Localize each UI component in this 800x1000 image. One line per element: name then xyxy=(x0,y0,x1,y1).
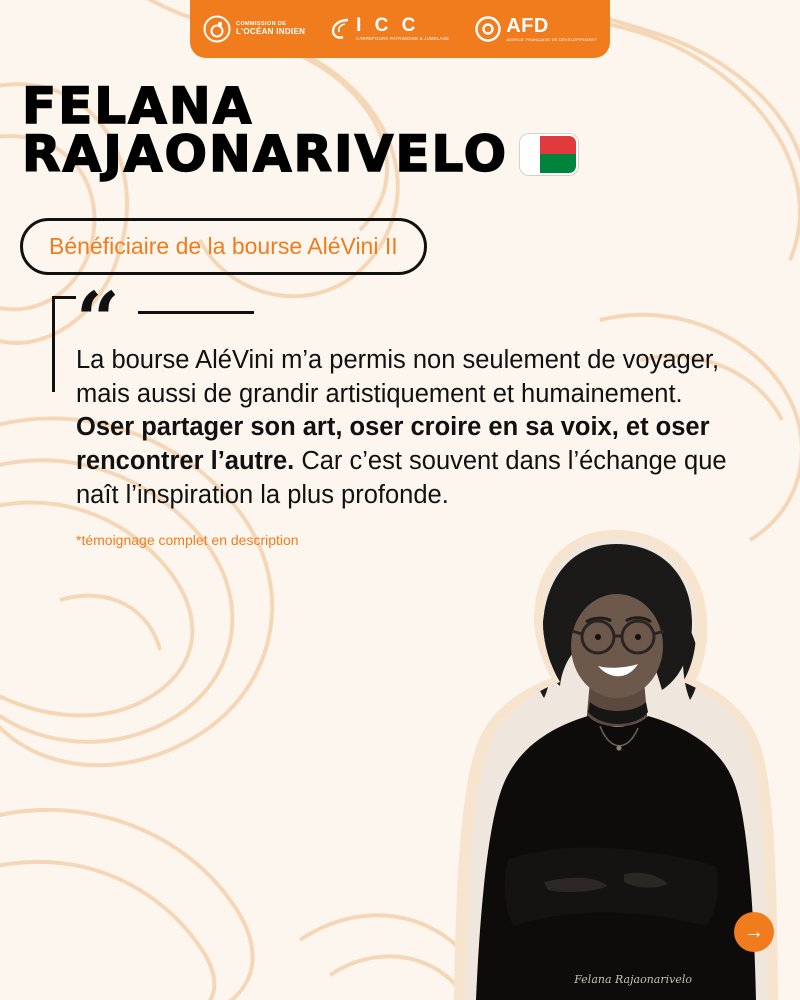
logo-icc xyxy=(331,16,449,42)
quote-header: “ xyxy=(52,288,752,336)
role-badge: Bénéficiaire de la bourse AléVini II xyxy=(20,218,427,275)
quote-footnote: *témoignage complet en description xyxy=(76,532,299,549)
partner-logo-bar xyxy=(190,0,610,58)
madagascar-flag-icon xyxy=(520,134,578,175)
photographer-signature: Felana Rajaonarivelo xyxy=(574,973,692,986)
last-name-row xyxy=(22,125,578,183)
coi-logo-line2: L'OCÉAN INDIEN xyxy=(235,26,306,36)
quote-block xyxy=(52,275,752,549)
portrait-photo xyxy=(448,530,778,1000)
icc-logo-letters: I C C xyxy=(356,15,420,37)
quote-text xyxy=(76,344,736,512)
last-name: RAJAONARIVELO xyxy=(22,125,509,183)
quote-text-part1: La bourse AléVini m’a permis non seulement de voyager, mais aussi de grandir artistiquement et humainement. xyxy=(76,346,720,408)
quote-bracket xyxy=(52,296,55,392)
next-arrow-button[interactable]: → xyxy=(734,912,774,952)
logo-commission-ocean-indien xyxy=(203,15,305,43)
quote-text-bold: Oser partager son art, oser croire en sa voix, et oser rencontrer l’autre. xyxy=(76,413,710,475)
afd-logo-sub: AGENCE FRANÇAISE DE DÉVELOPPEMENT xyxy=(506,37,598,42)
quote-text-part2: Car c’est souvent dans l’échange que naît l’inspiration la plus profonde. xyxy=(76,446,727,509)
quote-divider xyxy=(138,311,254,314)
first-name: FELANA xyxy=(22,77,254,135)
coi-logo-line1: COMMISSION DE xyxy=(235,21,287,28)
icc-leaf-icon xyxy=(331,18,351,40)
coi-spiral-icon xyxy=(203,15,231,43)
icc-logo-sub: CARREFOURS PATRIMOINE & JUMELAGE xyxy=(356,36,450,42)
logo-afd xyxy=(475,16,597,42)
afd-logo-letters: AFD xyxy=(506,15,549,37)
afd-circle-icon xyxy=(475,16,501,42)
person-name-block xyxy=(22,77,578,183)
